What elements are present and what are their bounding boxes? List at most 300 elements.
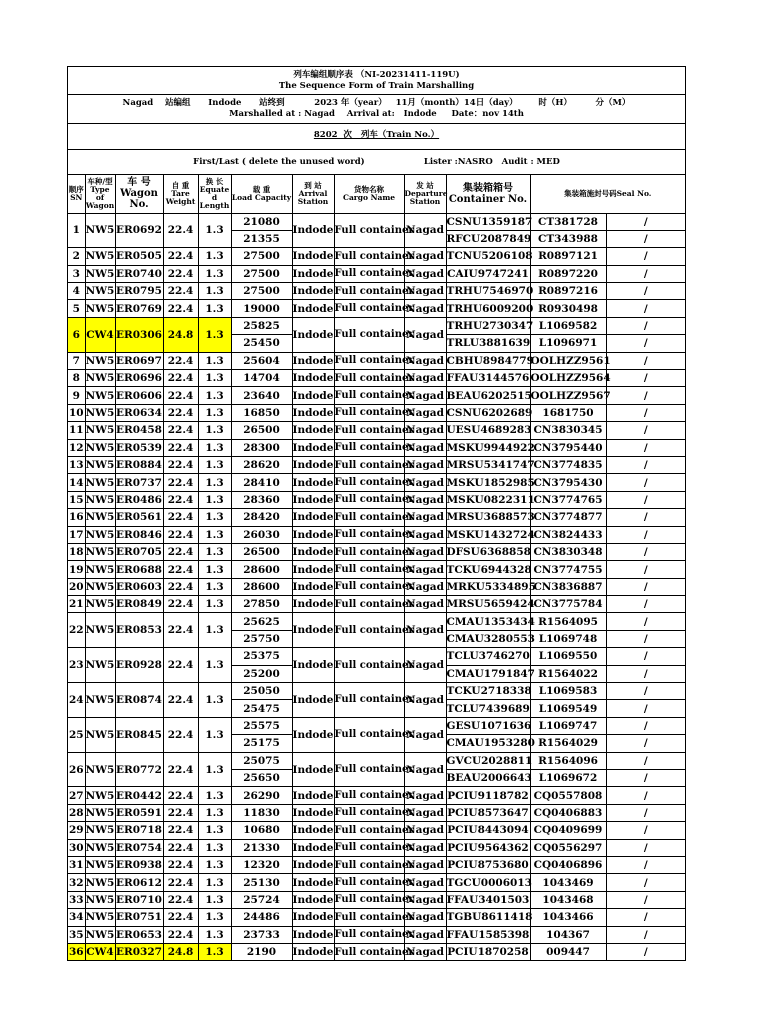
cell-departure: Nagad xyxy=(404,787,446,804)
col-header-sn: 顺序 SN xyxy=(68,175,85,213)
cell-wagon: ER0505 xyxy=(115,248,163,265)
cell-cargo: Full container xyxy=(334,839,404,856)
cell-seal-mark: / xyxy=(606,648,685,665)
cell-tare: 22.4 xyxy=(163,909,198,926)
cell-wagon: ER0740 xyxy=(115,265,163,282)
cell-seal-mark: / xyxy=(606,630,685,647)
cell-length: 1.3 xyxy=(198,526,231,543)
cell-sn: 21 xyxy=(68,596,85,613)
cell-container: PCIU1870258 xyxy=(446,943,530,960)
table-row xyxy=(68,648,685,665)
col-header-container: 集装箱箱号 Container No. xyxy=(446,175,530,213)
cell-type: NW5 xyxy=(85,265,115,282)
cell-sn: 34 xyxy=(68,909,85,926)
cell-seal: L1069747 xyxy=(530,717,606,734)
cell-arrival: Indode xyxy=(292,822,334,839)
cell-length: 1.3 xyxy=(198,474,231,491)
cell-seal-mark: / xyxy=(606,230,685,247)
cell-load: 25475 xyxy=(231,700,292,717)
cell-length: 1.3 xyxy=(198,683,231,718)
cell-sn: 8 xyxy=(68,370,85,387)
cell-load: 19000 xyxy=(231,300,292,317)
cell-tare: 22.4 xyxy=(163,561,198,578)
train-number-row xyxy=(68,124,685,150)
cell-wagon: ER0849 xyxy=(115,596,163,613)
cell-seal: CT343988 xyxy=(530,230,606,247)
cell-cargo: Full container xyxy=(334,856,404,873)
station-date-line: Nagad 站编组 Indode 站终到 2023 年（year） 11月（month）14日（day） 时（H） 分（M） xyxy=(122,98,631,108)
cell-departure: Nagad xyxy=(404,839,446,856)
cell-wagon: ER0306 xyxy=(115,317,163,352)
cell-container: TRHU6009200 xyxy=(446,300,530,317)
cell-seal-mark: / xyxy=(606,822,685,839)
cell-length: 1.3 xyxy=(198,596,231,613)
cell-arrival: Indode xyxy=(292,561,334,578)
cell-sn: 36 xyxy=(68,943,85,960)
cell-departure: Nagad xyxy=(404,456,446,473)
first-last-row xyxy=(68,150,685,175)
cell-departure: Nagad xyxy=(404,943,446,960)
cell-container: BEAU6202515 xyxy=(446,387,530,404)
cell-load: 25575 xyxy=(231,717,292,734)
cell-type: NW5 xyxy=(85,717,115,752)
cell-length: 1.3 xyxy=(198,317,231,352)
cell-cargo: Full container xyxy=(334,352,404,369)
cell-length: 1.3 xyxy=(198,874,231,891)
cell-departure: Nagad xyxy=(404,543,446,560)
cell-container: MSKU0822311 xyxy=(446,491,530,508)
cell-container: MSKU1432724 xyxy=(446,526,530,543)
cell-container: TRHU2730347 xyxy=(446,317,530,334)
col-header-tare: 自 重 Tare Weight xyxy=(163,175,198,213)
cell-length: 1.3 xyxy=(198,352,231,369)
cell-type: NW5 xyxy=(85,422,115,439)
cell-departure: Nagad xyxy=(404,891,446,908)
marshalling-form xyxy=(67,66,686,961)
cell-arrival: Indode xyxy=(292,491,334,508)
cell-seal-mark: / xyxy=(606,735,685,752)
cell-container: TCLU7439689 xyxy=(446,700,530,717)
cell-seal: L1069748 xyxy=(530,630,606,647)
cell-load: 25200 xyxy=(231,665,292,682)
cell-length: 1.3 xyxy=(198,370,231,387)
cell-load: 28300 xyxy=(231,439,292,456)
cell-departure: Nagad xyxy=(404,804,446,821)
cell-container: CMAU1353434 xyxy=(446,613,530,630)
cell-length: 1.3 xyxy=(198,717,231,752)
cell-seal: CN3795440 xyxy=(530,439,606,456)
cell-length: 1.3 xyxy=(198,787,231,804)
cell-tare: 22.4 xyxy=(163,543,198,560)
cell-load: 28420 xyxy=(231,509,292,526)
cell-tare: 22.4 xyxy=(163,613,198,648)
cell-load: 26500 xyxy=(231,422,292,439)
cell-type: NW5 xyxy=(85,578,115,595)
table-row xyxy=(68,752,685,769)
cell-container: GESU1071636 xyxy=(446,717,530,734)
cell-length: 1.3 xyxy=(198,404,231,421)
cell-sn: 12 xyxy=(68,439,85,456)
cell-seal-mark: / xyxy=(606,248,685,265)
cell-sn: 27 xyxy=(68,787,85,804)
cell-sn: 5 xyxy=(68,300,85,317)
cell-wagon: ER0938 xyxy=(115,856,163,873)
cell-sn: 24 xyxy=(68,683,85,718)
cell-type: NW5 xyxy=(85,543,115,560)
cell-container: PCIU9118782 xyxy=(446,787,530,804)
cell-sn: 14 xyxy=(68,474,85,491)
col-header-arrival: 到 站 Arrival Station xyxy=(292,175,334,213)
cell-container: TCLU3746270 xyxy=(446,648,530,665)
cell-type: NW5 xyxy=(85,874,115,891)
cell-container: PCIU8573647 xyxy=(446,804,530,821)
cell-seal-mark: / xyxy=(606,683,685,700)
cell-length: 1.3 xyxy=(198,856,231,873)
cell-length: 1.3 xyxy=(198,648,231,683)
cell-wagon: ER0692 xyxy=(115,213,163,248)
cell-departure: Nagad xyxy=(404,596,446,613)
cell-length: 1.3 xyxy=(198,578,231,595)
cell-type: NW5 xyxy=(85,526,115,543)
cell-wagon: ER0928 xyxy=(115,648,163,683)
cell-wagon: ER0634 xyxy=(115,404,163,421)
cell-length: 1.3 xyxy=(198,422,231,439)
cell-arrival: Indode xyxy=(292,891,334,908)
cell-arrival: Indode xyxy=(292,683,334,718)
table-row xyxy=(68,822,685,839)
cell-tare: 22.4 xyxy=(163,526,198,543)
cell-arrival: Indode xyxy=(292,856,334,873)
cell-wagon: ER0874 xyxy=(115,683,163,718)
cell-cargo: Full container xyxy=(334,909,404,926)
table-row xyxy=(68,891,685,908)
cell-seal-mark: / xyxy=(606,578,685,595)
cell-tare: 22.4 xyxy=(163,926,198,943)
cell-seal: 1043468 xyxy=(530,891,606,908)
cell-container: TCKU6944328 xyxy=(446,561,530,578)
cell-seal-mark: / xyxy=(606,839,685,856)
cell-seal-mark: / xyxy=(606,352,685,369)
cell-sn: 10 xyxy=(68,404,85,421)
cell-cargo: Full container xyxy=(334,561,404,578)
cell-cargo: Full container xyxy=(334,822,404,839)
cell-seal: CN3774877 xyxy=(530,509,606,526)
cell-tare: 22.4 xyxy=(163,856,198,873)
cell-arrival: Indode xyxy=(292,422,334,439)
cell-arrival: Indode xyxy=(292,909,334,926)
cell-cargo: Full container xyxy=(334,265,404,282)
cell-load: 28360 xyxy=(231,491,292,508)
cell-seal-mark: / xyxy=(606,491,685,508)
cell-seal-mark: / xyxy=(606,300,685,317)
cell-cargo: Full container xyxy=(334,787,404,804)
title-chinese: 列车编组顺序表 （NI-20231411-119U) xyxy=(293,70,460,80)
cell-wagon: ER0853 xyxy=(115,613,163,648)
cell-seal: CQ0556297 xyxy=(530,839,606,856)
cell-container: BEAU2006643 xyxy=(446,770,530,787)
cell-seal: CN3774765 xyxy=(530,491,606,508)
cell-load: 12320 xyxy=(231,856,292,873)
cell-cargo: Full container xyxy=(334,804,404,821)
cell-sn: 6 xyxy=(68,317,85,352)
cell-cargo: Full container xyxy=(334,370,404,387)
cell-arrival: Indode xyxy=(292,648,334,683)
cell-load: 2190 xyxy=(231,943,292,960)
cell-seal-mark: / xyxy=(606,543,685,560)
cell-seal: CN3830345 xyxy=(530,422,606,439)
cell-departure: Nagad xyxy=(404,439,446,456)
cell-tare: 22.4 xyxy=(163,752,198,787)
table-row xyxy=(68,283,685,300)
cell-seal: L1069582 xyxy=(530,317,606,334)
cell-sn: 18 xyxy=(68,543,85,560)
cell-container: MRKU5334895 xyxy=(446,578,530,595)
cell-type: NW5 xyxy=(85,352,115,369)
cell-tare: 22.4 xyxy=(163,248,198,265)
table-row xyxy=(68,613,685,630)
cell-tare: 22.4 xyxy=(163,352,198,369)
cell-wagon: ER0697 xyxy=(115,352,163,369)
cell-length: 1.3 xyxy=(198,456,231,473)
cell-container: CSNU6202689 xyxy=(446,404,530,421)
cell-tare: 22.4 xyxy=(163,787,198,804)
cell-length: 1.3 xyxy=(198,926,231,943)
cell-wagon: ER0772 xyxy=(115,752,163,787)
cell-departure: Nagad xyxy=(404,909,446,926)
cell-seal-mark: / xyxy=(606,891,685,908)
cell-sn: 17 xyxy=(68,526,85,543)
cell-tare: 22.4 xyxy=(163,387,198,404)
cell-departure: Nagad xyxy=(404,683,446,718)
cell-type: NW5 xyxy=(85,613,115,648)
cell-cargo: Full container xyxy=(334,891,404,908)
cell-container: PCIU8443094 xyxy=(446,822,530,839)
cell-container: MRSU3688573 xyxy=(446,509,530,526)
cell-container: PCIU9564362 xyxy=(446,839,530,856)
cell-load: 10680 xyxy=(231,822,292,839)
cell-seal: CN3774755 xyxy=(530,561,606,578)
cell-departure: Nagad xyxy=(404,874,446,891)
cell-length: 1.3 xyxy=(198,300,231,317)
cell-type: NW5 xyxy=(85,856,115,873)
cell-sn: 32 xyxy=(68,874,85,891)
cell-arrival: Indode xyxy=(292,717,334,752)
cell-load: 25175 xyxy=(231,735,292,752)
col-header-wagon: 车 号 Wagon No. xyxy=(115,175,163,213)
cell-type: NW5 xyxy=(85,822,115,839)
cell-departure: Nagad xyxy=(404,317,446,352)
cell-tare: 22.4 xyxy=(163,422,198,439)
cell-sn: 2 xyxy=(68,248,85,265)
cell-container: TGBU8611418 xyxy=(446,909,530,926)
cell-type: NW5 xyxy=(85,387,115,404)
cell-wagon: ER0884 xyxy=(115,456,163,473)
cell-type: NW5 xyxy=(85,683,115,718)
table-row xyxy=(68,543,685,560)
table-row xyxy=(68,717,685,734)
table-row xyxy=(68,265,685,282)
cell-cargo: Full container xyxy=(334,404,404,421)
table-row xyxy=(68,491,685,508)
cell-sn: 23 xyxy=(68,648,85,683)
cell-arrival: Indode xyxy=(292,943,334,960)
cell-load: 21080 xyxy=(231,213,292,230)
cell-departure: Nagad xyxy=(404,300,446,317)
cell-cargo: Full container xyxy=(334,491,404,508)
cell-length: 1.3 xyxy=(198,613,231,648)
cell-wagon: ER0561 xyxy=(115,509,163,526)
marshalling-info xyxy=(68,95,685,124)
cell-arrival: Indode xyxy=(292,874,334,891)
cell-departure: Nagad xyxy=(404,370,446,387)
cell-cargo: Full container xyxy=(334,613,404,648)
cell-arrival: Indode xyxy=(292,543,334,560)
cell-seal-mark: / xyxy=(606,509,685,526)
cell-wagon: ER0591 xyxy=(115,804,163,821)
cell-wagon: ER0603 xyxy=(115,578,163,595)
cell-seal-mark: / xyxy=(606,874,685,891)
cell-seal-mark: / xyxy=(606,856,685,873)
cell-load: 21355 xyxy=(231,230,292,247)
cell-cargo: Full container xyxy=(334,439,404,456)
cell-wagon: ER0845 xyxy=(115,717,163,752)
cell-wagon: ER0688 xyxy=(115,561,163,578)
cell-tare: 22.4 xyxy=(163,804,198,821)
cell-tare: 22.4 xyxy=(163,439,198,456)
cell-seal: CN3824433 xyxy=(530,526,606,543)
cell-load: 27500 xyxy=(231,248,292,265)
cell-length: 1.3 xyxy=(198,283,231,300)
cell-load: 24486 xyxy=(231,909,292,926)
cell-length: 1.3 xyxy=(198,752,231,787)
cell-tare: 22.4 xyxy=(163,456,198,473)
cell-tare: 22.4 xyxy=(163,491,198,508)
cell-seal: L1069583 xyxy=(530,683,606,700)
cell-load: 25604 xyxy=(231,352,292,369)
cell-departure: Nagad xyxy=(404,613,446,648)
cell-seal-mark: / xyxy=(606,474,685,491)
cell-sn: 11 xyxy=(68,422,85,439)
cell-type: NW5 xyxy=(85,909,115,926)
cell-load: 27500 xyxy=(231,283,292,300)
cell-sn: 25 xyxy=(68,717,85,752)
cell-departure: Nagad xyxy=(404,561,446,578)
cell-load: 27850 xyxy=(231,596,292,613)
cell-type: NW5 xyxy=(85,370,115,387)
cell-load: 25450 xyxy=(231,335,292,352)
cell-tare: 22.4 xyxy=(163,370,198,387)
table-row xyxy=(68,300,685,317)
cell-container: MRSU5341747 xyxy=(446,456,530,473)
cell-load: 25375 xyxy=(231,648,292,665)
cell-arrival: Indode xyxy=(292,317,334,352)
cell-arrival: Indode xyxy=(292,265,334,282)
form-title xyxy=(68,67,685,95)
cell-load: 11830 xyxy=(231,804,292,821)
cell-seal: OOLHZZ9564 xyxy=(530,370,606,387)
cell-load: 14704 xyxy=(231,370,292,387)
cell-cargo: Full container xyxy=(334,300,404,317)
cell-departure: Nagad xyxy=(404,752,446,787)
cell-length: 1.3 xyxy=(198,804,231,821)
cell-departure: Nagad xyxy=(404,248,446,265)
cell-cargo: Full container xyxy=(334,648,404,683)
cell-arrival: Indode xyxy=(292,839,334,856)
cell-departure: Nagad xyxy=(404,526,446,543)
col-header-load: 载 重 Load Capacity xyxy=(231,175,292,213)
cell-container: TRLU3881639 xyxy=(446,335,530,352)
cell-container: PCIU8753680 xyxy=(446,856,530,873)
cell-seal-mark: / xyxy=(606,317,685,334)
table-row xyxy=(68,596,685,613)
cell-load: 25750 xyxy=(231,630,292,647)
cell-cargo: Full container xyxy=(334,683,404,718)
table-row xyxy=(68,509,685,526)
cell-type: NW5 xyxy=(85,839,115,856)
cell-seal: 009447 xyxy=(530,943,606,960)
cell-tare: 22.4 xyxy=(163,596,198,613)
cell-length: 1.3 xyxy=(198,943,231,960)
title-english: The Sequence Form of Train Marshalling xyxy=(278,81,475,91)
cell-wagon: ER0769 xyxy=(115,300,163,317)
col-header-seal: 集装箱施封号码Seal No. xyxy=(530,175,685,213)
cell-length: 1.3 xyxy=(198,561,231,578)
cell-seal-mark: / xyxy=(606,526,685,543)
cell-arrival: Indode xyxy=(292,370,334,387)
cell-seal: CT381728 xyxy=(530,213,606,230)
cell-wagon: ER0539 xyxy=(115,439,163,456)
cell-seal-mark: / xyxy=(606,213,685,230)
cell-seal: R1564095 xyxy=(530,613,606,630)
table-row xyxy=(68,909,685,926)
table-row xyxy=(68,370,685,387)
cell-sn: 35 xyxy=(68,926,85,943)
cell-seal-mark: / xyxy=(606,422,685,439)
cell-sn: 30 xyxy=(68,839,85,856)
cell-tare: 22.4 xyxy=(163,891,198,908)
cell-length: 1.3 xyxy=(198,265,231,282)
cell-type: NW5 xyxy=(85,926,115,943)
col-header-type: 车种/型 Type of Wagon xyxy=(85,175,115,213)
cell-seal: R1564029 xyxy=(530,735,606,752)
table-row xyxy=(68,404,685,421)
table-header-row xyxy=(68,175,685,213)
cell-type: NW5 xyxy=(85,404,115,421)
cell-container: MRSU5659424 xyxy=(446,596,530,613)
cell-tare: 22.4 xyxy=(163,683,198,718)
cell-load: 25050 xyxy=(231,683,292,700)
first-last-lister: First/Last ( delete the unused word) Lister :NASRO Audit : MED xyxy=(193,157,560,167)
cell-cargo: Full container xyxy=(334,543,404,560)
cell-seal: CN3830348 xyxy=(530,543,606,560)
cell-sn: 28 xyxy=(68,804,85,821)
cell-arrival: Indode xyxy=(292,613,334,648)
cell-tare: 22.4 xyxy=(163,283,198,300)
cell-seal-mark: / xyxy=(606,700,685,717)
train-number: 8202 次 列车（Train No.） xyxy=(313,130,440,140)
cell-sn: 20 xyxy=(68,578,85,595)
cell-seal: 104367 xyxy=(530,926,606,943)
cell-seal-mark: / xyxy=(606,561,685,578)
cell-type: NW5 xyxy=(85,891,115,908)
cell-type: NW5 xyxy=(85,248,115,265)
table-row xyxy=(68,839,685,856)
cell-arrival: Indode xyxy=(292,439,334,456)
cell-length: 1.3 xyxy=(198,213,231,248)
marshalled-arrival-line: Marshalled at : Nagad Arrival at: Indode Date：nov 14th xyxy=(229,109,524,119)
cell-load: 25625 xyxy=(231,613,292,630)
cell-wagon: ER0458 xyxy=(115,422,163,439)
